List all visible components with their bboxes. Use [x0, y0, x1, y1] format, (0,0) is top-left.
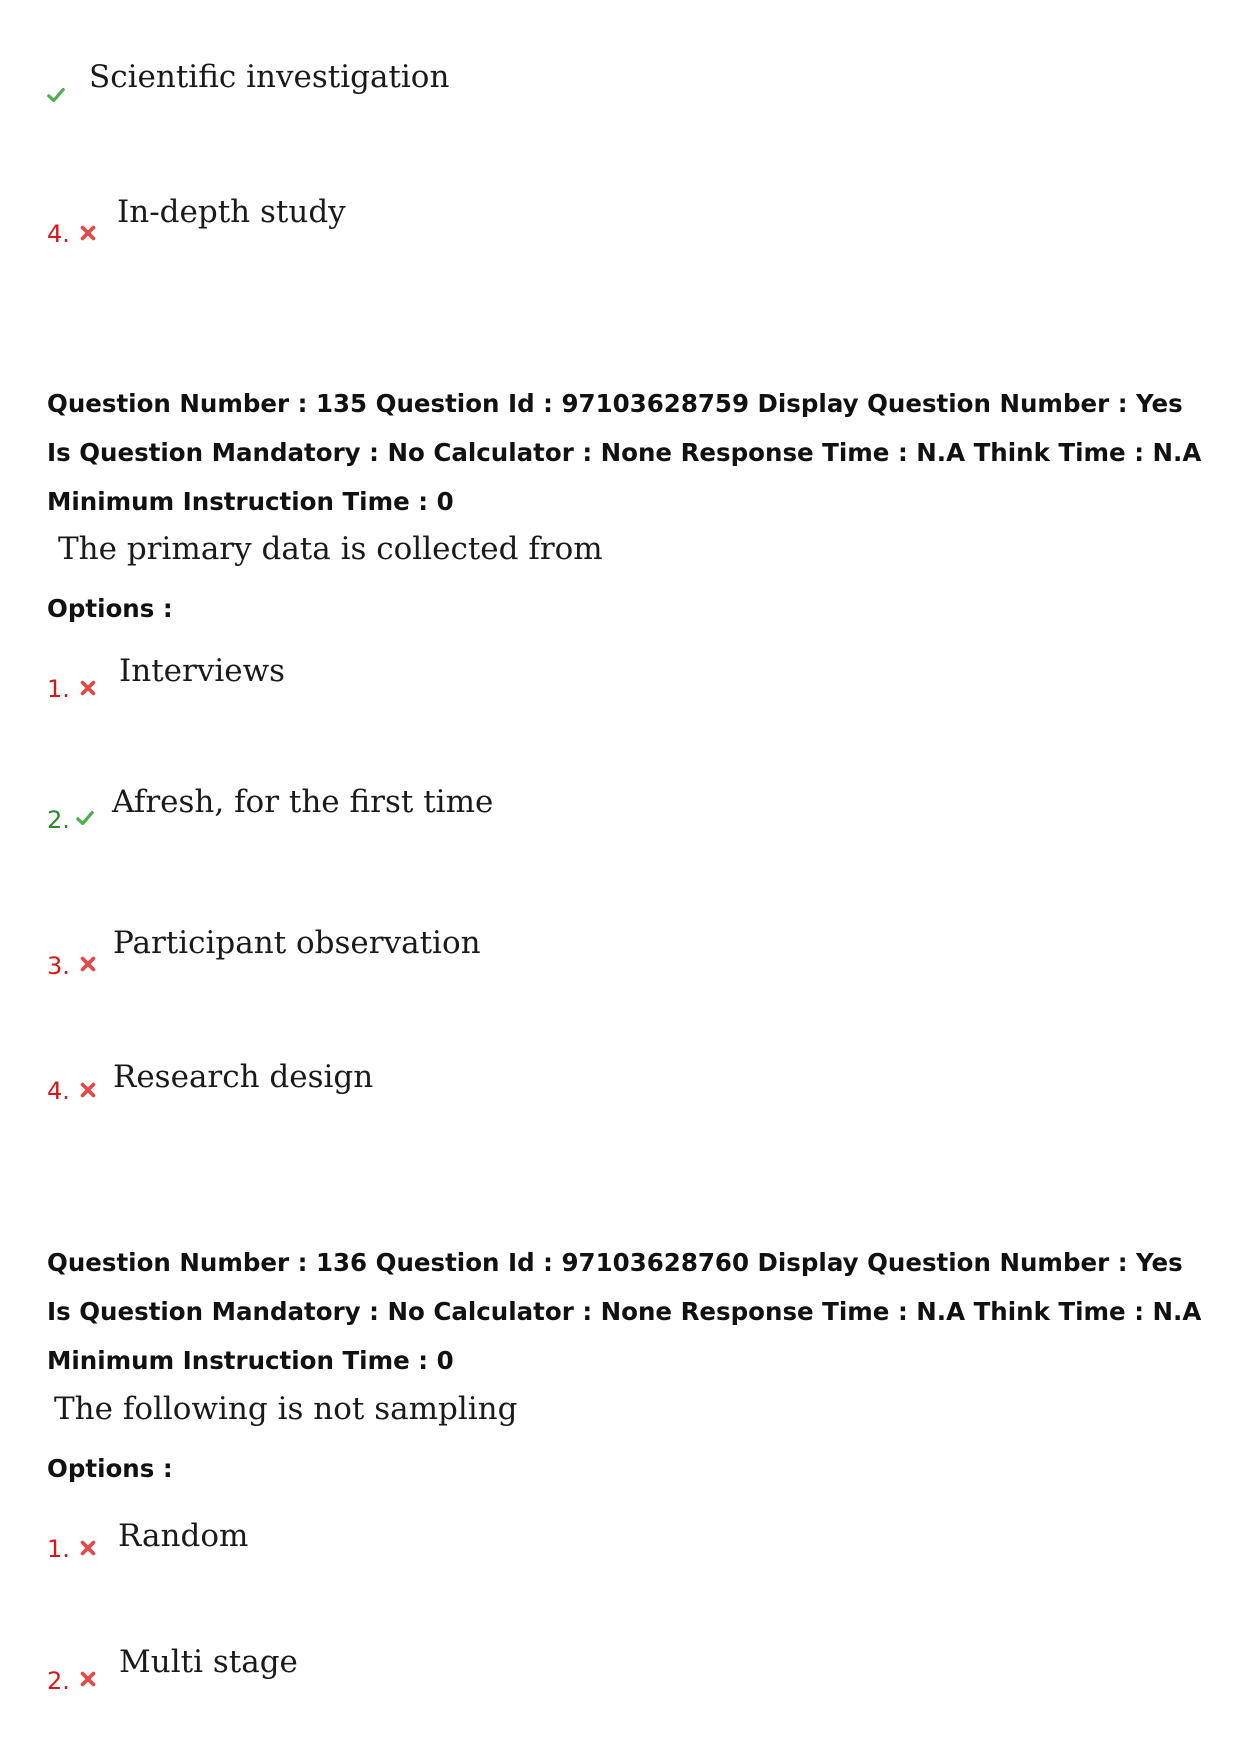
check-icon: [47, 86, 65, 104]
option-text: Scientific investigation: [89, 59, 450, 95]
option-text: Research design: [113, 1059, 374, 1095]
question-stem: The following is not sampling: [54, 1391, 518, 1427]
question-meta: Question Number : 135 Question Id : 97103628759 Display Question Number : Yes Is Question Mandatory : No Calculator : None Response Time : N.A Think Time : N.A Minimum Instruction Time : 0: [47, 389, 1202, 516]
cross-icon: [79, 1539, 97, 1557]
option-number: 2.: [47, 806, 70, 834]
option-number: 4.: [47, 220, 70, 248]
option-number: 1.: [47, 1535, 70, 1563]
option-text: In-depth study: [117, 194, 346, 230]
option-text: Afresh, for the first time: [112, 784, 494, 820]
cross-icon: [79, 224, 97, 242]
cross-icon: [79, 1670, 97, 1688]
question-meta: Question Number : 136 Question Id : 97103628760 Display Question Number : Yes Is Question Mandatory : No Calculator : None Response Time : N.A Think Time : N.A Minimum Instruction Time : 0: [47, 1248, 1202, 1375]
option-number: 2.: [47, 1667, 70, 1695]
option-text: Participant observation: [113, 925, 481, 961]
cross-icon: [79, 679, 97, 697]
options-label: Options :: [47, 1454, 173, 1483]
options-label: Options :: [47, 594, 173, 623]
option-text: Random: [118, 1518, 249, 1554]
option-number: 3.: [47, 952, 70, 980]
question-stem: The primary data is collected from: [58, 531, 603, 567]
option-number: 1.: [47, 675, 70, 703]
option-number: 4.: [47, 1077, 70, 1105]
option-text: Interviews: [119, 653, 286, 689]
cross-icon: [79, 955, 97, 973]
check-icon: [76, 809, 94, 827]
option-text: Multi stage: [119, 1644, 298, 1680]
cross-icon: [79, 1081, 97, 1099]
